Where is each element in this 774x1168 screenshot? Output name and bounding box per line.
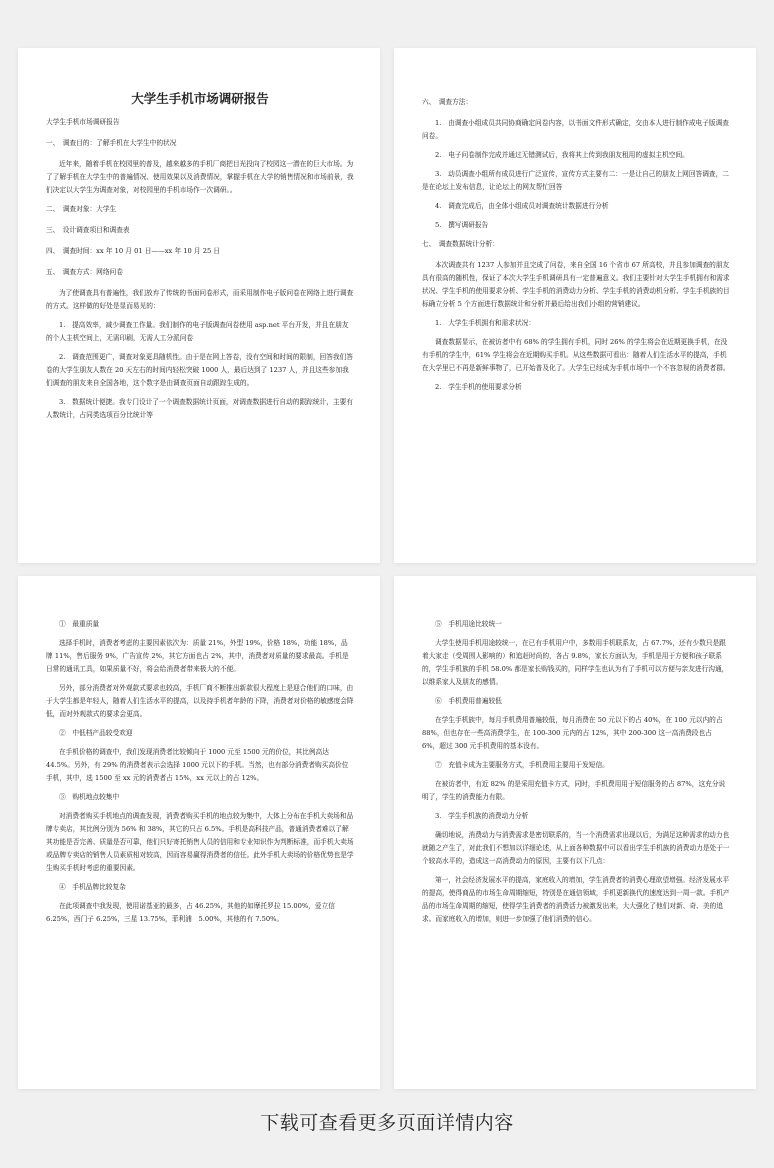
subsection-heading: 2. 学生手机的使用要求分析 xyxy=(435,383,522,391)
subsection-heading: 3. 学生手机族的消费动力分析 xyxy=(435,812,529,820)
paragraph: 在手机价格的调查中，我们发现消费者比较倾向于 1000 元至 1500 元的价位，其比例高达 44.5%。另外，有 29% 的消费者表示会选择 1000 元以下的手机。当然，也有部分消费者购买高价位手机，其中，选 1500 至 xx 元的消费者占 15%，xx 元以上的占 12%。 xyxy=(46,748,349,782)
list-item: 1. 提高效率，减少调查工作量。我们制作的电子版调查问卷使用 asp.net 平台开发，并且在朋友的个人主机空间上，无需印刷，无需人工分派问卷 xyxy=(46,321,349,342)
list-item: 2. 电子问卷制作完成并通过无错测试后，我将其上传到我朋友租用的虚拟主机空间。 xyxy=(435,151,689,159)
subsection-heading: ⑦ 充值卡成为主要服务方式，手机费用主要用于发短信。 xyxy=(435,761,609,769)
list-item: 3. 动员调查小组所有成员进行广泛宣传，宣传方式主要有二：一是让自己的朋友上网回答调查，二是在论坛上发布信息，让论坛上的网友帮忙回答 xyxy=(422,170,729,191)
download-more-link[interactable]: 下载可查看更多页面详情内容 xyxy=(260,1112,514,1134)
paragraph: 本次调查共有 1237 人参加并且完成了问卷，来自全国 16 个省市 67 所高校，并且参加调查的朋友具有很高的随机性，保证了本次大学生手机调研具有一定普遍意义。我们主要针对大学生手机拥有和需求状况、学生手机的使用要求分析、学生手机的消费动力分析、学生手机的消费动机分析、学生手机族的目标确立分析 5 个方面进行数据统计和分析并最后给出我们小组的营销建议。 xyxy=(422,261,730,308)
paragraph: 为了使调查具有普遍性，我们放弃了传统的书面问卷形式，而采用制作电子版问卷在网络上进行调查的方式。这样做的好处是显而易见的： xyxy=(46,289,354,310)
subsection-heading: ② 中低档产品较受欢迎 xyxy=(59,729,133,737)
paragraph: 在被访者中，有近 82% 的是采用充值卡方式，同时，手机费用用于短信服务的占 87%，这充分说明了，学生的消费能力有限。 xyxy=(422,780,726,801)
paragraph: 大学生使用手机用途较统一，在已有手机用户中，多数用手机联系友，占 67.7%，还有少数只是跟着大家走（受周围人影响的）和追赶时尚的，各占 9.8%，家长方面认为，手机是用于方便和孩子联系的，学生手机族的手机 58.0% 都是家长购钱买的，同样学生也认为有了手机可以方便与亲友进行沟通，以维系家人及朋友的感情。 xyxy=(422,639,729,686)
subsection-heading: 1. 大学生手机拥有和需求状况： xyxy=(435,319,536,327)
section-heading: 六、 调查方法： xyxy=(422,98,473,106)
subsection-heading: ① 最重质量 xyxy=(59,620,100,628)
section-heading: 七、 调查数据统计分析： xyxy=(422,240,499,248)
section-heading: 三、 设计调查项目和调查表 xyxy=(46,226,130,234)
list-item: 2. 调查范围更广，调查对象更具随机性。由于是在网上答卷，没有空间和时间的限制，回答我们答卷的大学生朋友人数在 20 天左右的时间内轻松突破 1000 人，最后达到了 1237 人，并且这些参加我们调查的朋友来自全国各地，这个数字是由调查页面自动跟踪生成的。 xyxy=(46,353,353,387)
subsection-heading: ⑤ 手机用途比较统一 xyxy=(435,620,502,628)
paragraph: 第一，社会经济发展水平的提高，家庭收入的增加，学生消费者的消费心理欲望增强。经济发展水平的提高，使得商品的市场生命周期缩短，特别是在通信领域，手机更新换代的速度达到一周一款。手机产品的市场生命周期的缩短，使得学生消费者的消费活力被激发出来，大大强化了他们对新、奇、美的追求。而家庭收入的增加，则进一步加强了他们消费的信心。 xyxy=(422,876,730,923)
paragraph: 选择手机时，消费者考虑的主要因素依次为：质量 21%，外型 19%，价格 18%，功能 18%，品牌 11%，售后服务 9%，广告宣传 2%，其它方面也占 2%，其中，消费者对质量的要求最高。手机是日常的通讯工具，如果质量不好，将会给消费者带来极大的不便。 xyxy=(46,639,349,673)
subsection-heading: ④ 手机品牌比较复杂 xyxy=(59,883,126,891)
list-item: 1. 由调查小组成员共同协商确定问卷内容，以书面文件形式确定，交由本人进行制作成电子版调查问卷。 xyxy=(422,119,729,140)
paragraph: 在学生手机族中，每月手机费用普遍较低，每月消费在 50 元以下的占 40%，在 100 元以内的占 88%，但也存在一些高消费学生，在 100-300 元内的占 12%，其中 200-300 这一高消费段也占 6%，超过 300 元手机费用的基本没有。 xyxy=(422,716,723,750)
document-page-2 xyxy=(394,48,756,563)
paragraph: 确切地说，消费动力与消费需求是密切联系的，当一个消费需求出现以后，为满足这种需求的动力也就随之产生了，对此我们不想加以详细论述，从上面各种数据中可以看出学生手机族的消费动力是处于一个较高水平的，造成这一高消费动力的原因，主要有以下几点： xyxy=(422,831,730,865)
subsection-heading: ③ 购机地点较集中 xyxy=(59,793,120,801)
report-subtitle: 大学生手机市场调研报告 xyxy=(46,118,120,126)
section-heading: 五、 调查方式：网络问卷 xyxy=(46,268,123,276)
paragraph: 近年来，随着手机在校园里的普及，越来越多的手机厂商把目光投向了校园这一潜在的巨大市场。为了了解手机在大学生中的普遍情况、使用效果以及消费情况，掌握手机在大学的销售情况和市场前景，我们决定以大学生为调查对象，对校园里的手机市场作一次调研。。 xyxy=(46,160,354,194)
paragraph: 另外，部分消费者对外观款式要求也较高，手机厂商不断推出新款很大程度上是迎合他们的口味，由于大学生都是年轻人，随着人们生活水平的提高，以及持手机者年龄的下降，消费者对价格的敏感度会降低，而对外观款式的要求会更高。 xyxy=(46,684,354,718)
list-item: 5. 撰写调研报告 xyxy=(435,221,489,229)
paragraph: 在此项调查中我发现，使用诺基亚的最多，占 46.25%，其他的如摩托罗拉 15.00%，爱立信 6.25%，西门子 6.25%，三星 13.75%，菲利浦 5.00%，其他的有 7.50%。 xyxy=(46,902,335,923)
paragraph: 调查数据显示，在被访者中有 68% 的学生拥有手机，同时 26% 的学生将会在近期更换手机，在没有手机的学生中，61% 学生将会在近期购买手机。从这些数据可看出：随着人们生活水平的提高，手机在大学里已不再是新鲜事物了，已开始普及化了。大学生已经成为手机市场中一个不容忽视的消费者群。 xyxy=(422,338,730,372)
list-item: 3. 数据统计便捷。我专门设计了一个调查数据统计页面，对调查数据进行自动的跟踪统计，主要有人数统计，占同类选项百分比统计等 xyxy=(46,398,353,419)
section-heading: 四、 调查时间：xx 年 10 月 01 日——xx 年 10 月 25 日 xyxy=(46,247,221,255)
document-page-1 xyxy=(18,48,380,563)
report-title: 大学生手机市场调研报告 xyxy=(131,91,269,106)
paragraph: 对消费者购买手机地点的调查发现，消费者购买手机的地点较为集中，大体上分布在手机大卖场和品牌专卖店，其比例分别为 56% 和 38%，其它的只占 6.5%。手机是高科技产品，普通消费者难以了解其功能是否完善、质量是否可靠，他们只好寄托销售人员的信用和专业知识作为判断标准，而手机大卖场或品牌专卖店的销售人员素质相对较高，因而容易赢得消费者的信任。此外手机大卖场的价格优势也是学生购买手机时考虑的重要因素。 xyxy=(46,812,354,872)
list-item: 4. 调查完成后，由全体小组成员对调查统计数据进行分析 xyxy=(435,202,609,210)
document-page-4 xyxy=(394,576,756,1089)
section-heading: 二、 调查对象：大学生 xyxy=(46,205,117,213)
subsection-heading: ⑥ 手机费用普遍较低 xyxy=(435,697,502,705)
document-page-3 xyxy=(18,576,380,1089)
section-heading: 一、 调查目的：了解手机在大学生中的状况 xyxy=(46,139,177,147)
